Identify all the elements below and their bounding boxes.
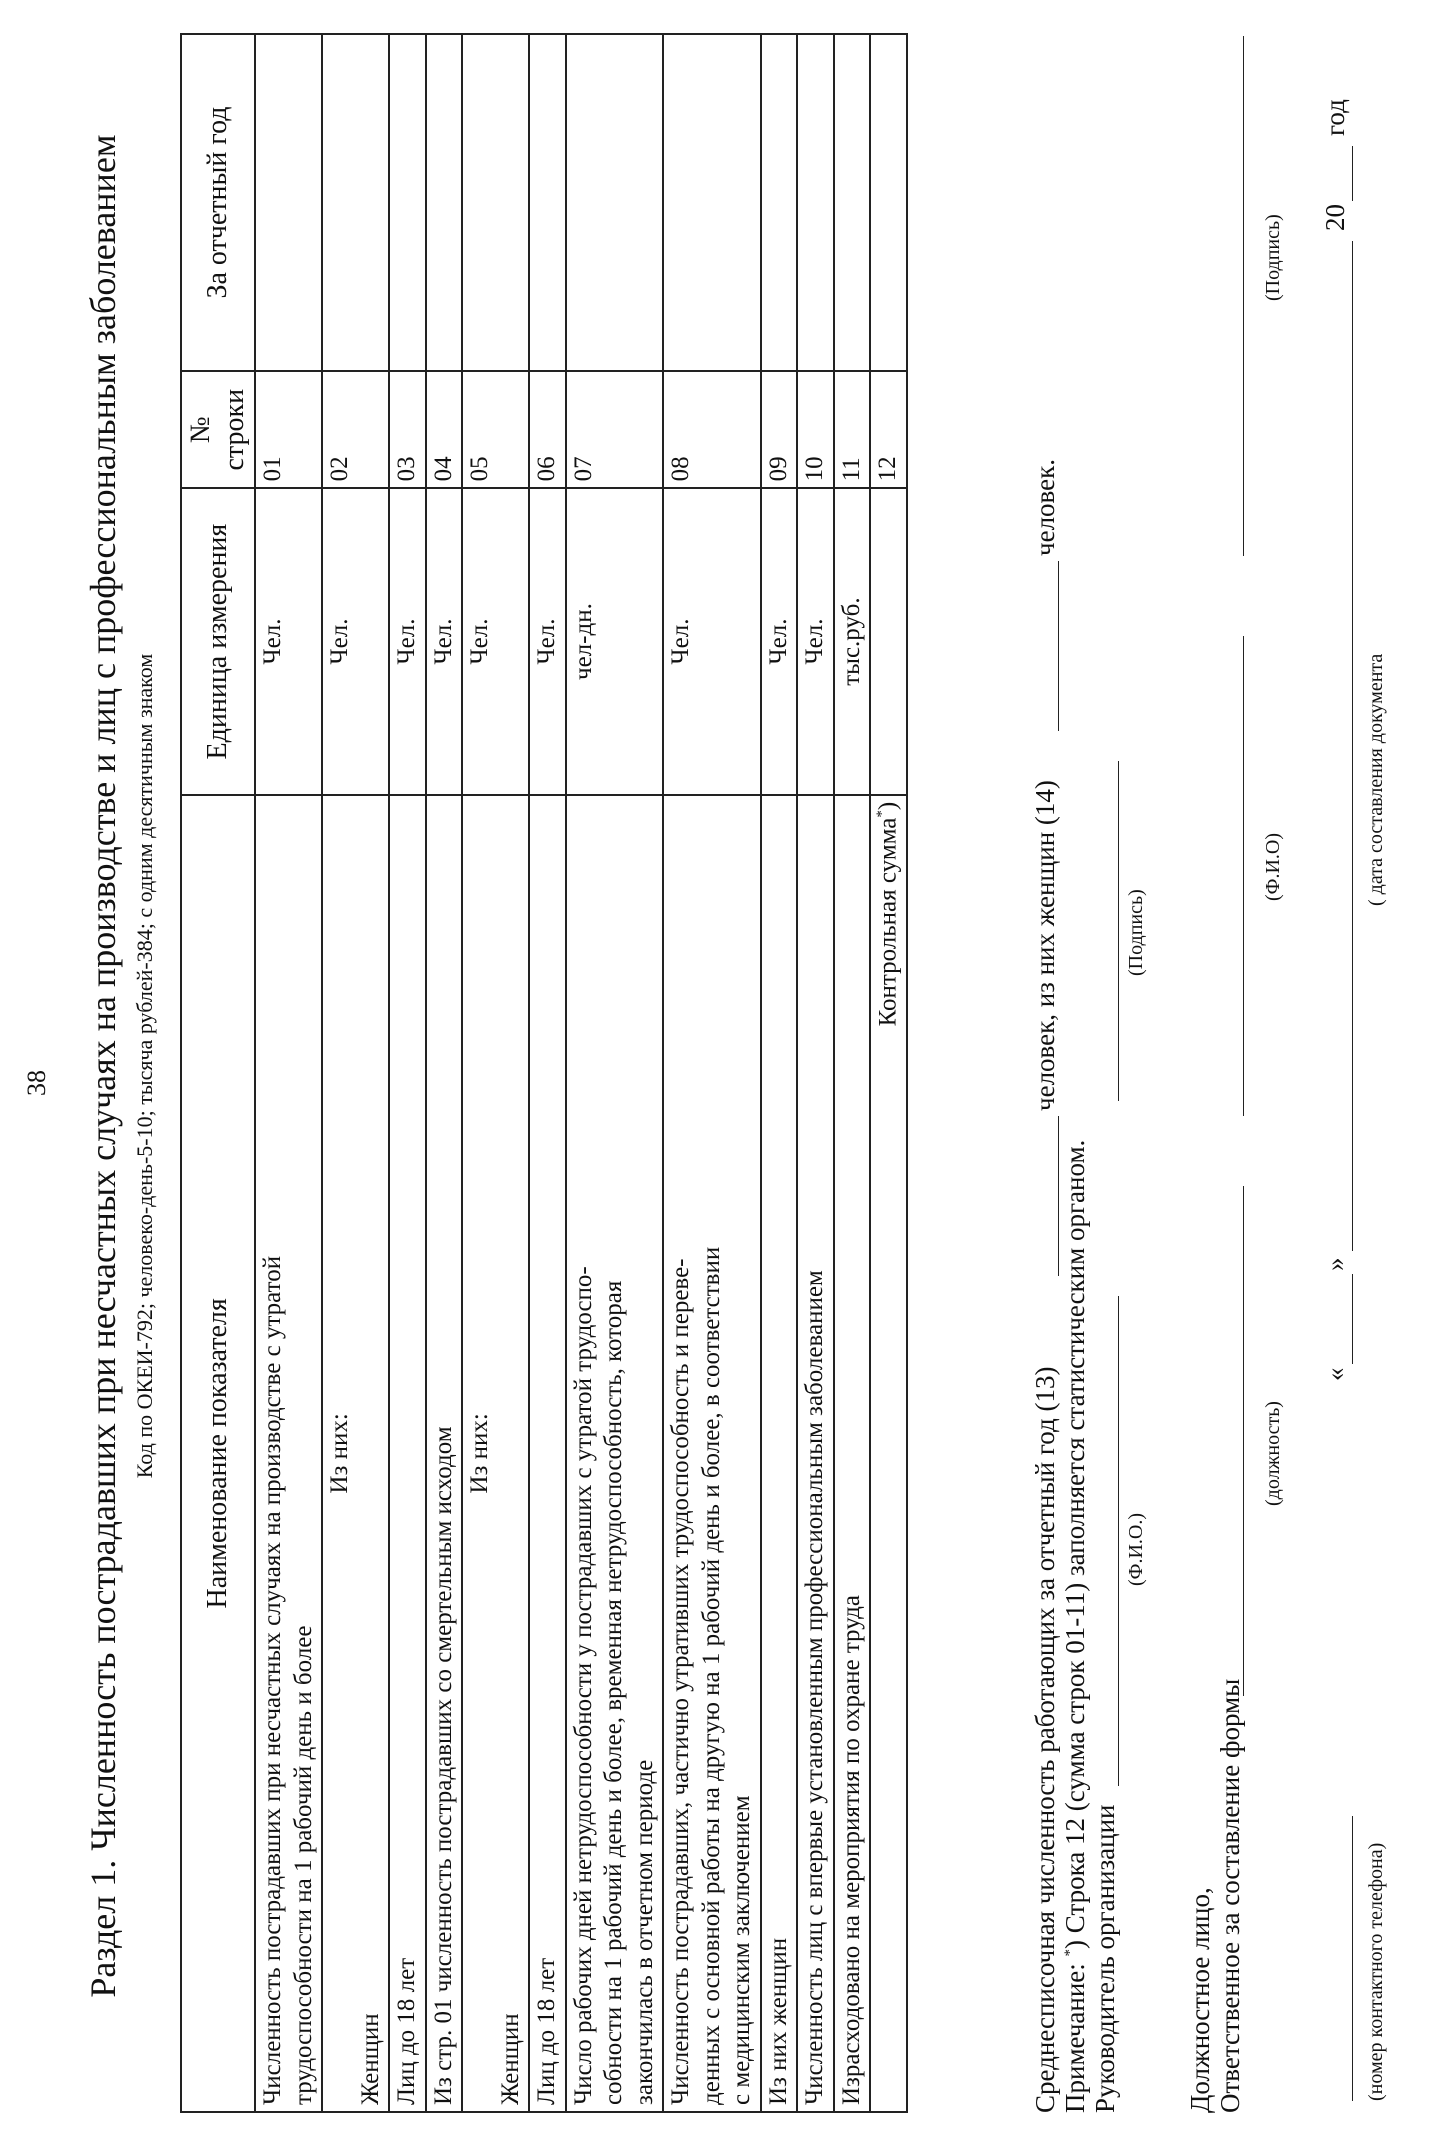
table-row: [322, 34, 389, 2112]
row-unit: чел-дн.: [566, 488, 664, 794]
row-value-cell[interactable]: [566, 34, 664, 371]
row-unit: Чел.: [462, 488, 529, 794]
header-row-number-symbol: №: [185, 416, 216, 444]
row-value-cell[interactable]: [529, 34, 566, 371]
table-row-control-sum: [870, 34, 907, 2112]
row-name-line: с медицинским заключением: [728, 1795, 756, 2105]
header-name: Наименование показателя: [181, 795, 255, 2112]
row-name: [255, 795, 322, 2112]
row-name: [663, 795, 761, 2112]
indicators-table: [180, 33, 908, 2113]
head-label: Руководитель организации: [1090, 1804, 1120, 2113]
header-row-number: [181, 371, 255, 488]
official-signature-caption: (Подпись): [1262, 214, 1284, 301]
row-number: 06: [529, 371, 566, 488]
head-signature-caption: (Подпись): [1125, 889, 1147, 976]
avg-headcount-line: [1030, 1367, 1061, 2113]
avg-headcount-field[interactable]: [1058, 1116, 1059, 1276]
section-title: Раздел 1. Численность пострадавших при несчастных случаях на производстве и лиц с профессиональным заболеванием: [83, 134, 123, 1998]
phone-caption: (номер контактного телефона): [1365, 1842, 1387, 2101]
row-value-cell[interactable]: [462, 34, 529, 371]
table-row: [426, 34, 463, 2112]
row-value-cell[interactable]: [870, 34, 907, 371]
date-close-quote: »: [1320, 1257, 1350, 1271]
row-number: 10: [797, 371, 834, 488]
year-suffix: год: [1320, 99, 1350, 136]
row-name-line: денных с основной работы на другую на 1 рабочий день и более, в соответствии: [697, 1246, 725, 2105]
row-name-line: Женщин: [356, 2013, 384, 2105]
avg-headcount-prefix: Среднесписочная численность работающих за отчетный год (13): [1030, 1366, 1060, 2113]
official-line-2: Ответственное за составление формы: [1215, 1678, 1245, 2113]
row-number: 04: [426, 371, 463, 488]
table-row: [255, 34, 322, 2112]
row-number: 05: [462, 371, 529, 488]
row-name: [566, 795, 664, 2112]
row-name: Из них женщин: [761, 795, 798, 2112]
row-unit: Чел.: [663, 488, 761, 794]
note-prefix: Примечание:: [1060, 1963, 1090, 2113]
header-row-number-word: строки: [219, 388, 251, 471]
row-name: [322, 795, 389, 2112]
avg-headcount-mid: человек, из них женщин (14): [1030, 780, 1060, 1111]
row-unit: Чел.: [761, 488, 798, 794]
row-subheading: Из них:: [466, 1413, 494, 1494]
official-signature-field[interactable]: [1243, 36, 1244, 556]
row-name: [462, 795, 529, 2112]
row-unit: Чел.: [389, 488, 426, 794]
official-fio-field[interactable]: [1243, 636, 1244, 1116]
row-number: 08: [663, 371, 761, 488]
row-number: 09: [761, 371, 798, 488]
row-value-cell[interactable]: [255, 34, 322, 371]
table-row: [834, 34, 871, 2112]
date-day-field[interactable]: [1352, 1274, 1353, 1364]
row-value-cell[interactable]: [834, 34, 871, 371]
row-name: Израсходовано на мероприятия по охране труда: [834, 795, 871, 2112]
phone-field[interactable]: [1352, 1816, 1353, 2101]
row-value-cell[interactable]: [761, 34, 798, 371]
table-header-row: [181, 34, 255, 2112]
row-name: Лиц до 18 лет: [529, 795, 566, 2112]
head-fio-field[interactable]: [1118, 1296, 1119, 1786]
row-name-line: Численность пострадавших, частично утративших трудоспособность и переве-: [667, 1258, 695, 2105]
date-open-quote: «: [1320, 1367, 1350, 1381]
row-name-line: закончилась в отчетном периоде: [630, 1759, 658, 2105]
row-number: 01: [255, 371, 322, 488]
row-number: 11: [834, 371, 871, 488]
row-value-cell[interactable]: [663, 34, 761, 371]
header-unit: Единица измерения: [181, 488, 255, 794]
official-fio-caption: (Ф.И.О): [1262, 832, 1284, 901]
control-sum-star: *: [874, 810, 891, 818]
note-star: *: [1062, 1948, 1078, 1957]
header-value: За отчетный год: [181, 34, 255, 371]
row-number: 03: [389, 371, 426, 488]
row-subheading: Из них:: [326, 1413, 354, 1494]
year-prefix: 20: [1320, 204, 1350, 231]
row-number: 07: [566, 371, 664, 488]
row-name-line: трудоспособности на 1 рабочий день и более: [289, 1625, 317, 2105]
table-row: [462, 34, 529, 2112]
row-number: 12: [870, 371, 907, 488]
table-row: [566, 34, 664, 2112]
control-sum-label: [870, 795, 907, 2112]
table-row: [663, 34, 761, 2112]
row-name-line: Число рабочих дней нетрудоспособности у пострадавших с утратой трудоспо-: [569, 1266, 597, 2105]
control-sum-paren: ): [874, 801, 902, 811]
row-unit: Чел.: [322, 488, 389, 794]
row-name-line: Женщин: [496, 2013, 524, 2105]
head-signature-field[interactable]: [1118, 761, 1119, 1101]
row-unit: Чел.: [529, 488, 566, 794]
table-row: [761, 34, 798, 2112]
row-number: 02: [322, 371, 389, 488]
table-row: [389, 34, 426, 2112]
position-caption: (должность): [1262, 1401, 1284, 1506]
year-field[interactable]: [1352, 146, 1353, 201]
women-headcount-field[interactable]: [1058, 561, 1059, 731]
row-name-line: собности на 1 рабочий день и более, временная нетрудоспособность, которая: [600, 1280, 628, 2105]
row-unit: тыс.руб.: [834, 488, 871, 794]
row-name-line: Численность пострадавших при несчастных случаях на производстве с утратой: [259, 1255, 287, 2105]
note-text: ) Строка 12 (сумма строк 01-11) заполняется статистическим органом.: [1060, 1139, 1090, 1949]
date-caption: ( дата составления документа: [1365, 653, 1387, 906]
control-sum-text: Контрольная сумма: [874, 817, 902, 1027]
row-name: Численность лиц с впервые установленным профессиональным заболеванием: [797, 795, 834, 2112]
note-line: [1060, 1140, 1091, 2113]
row-unit: Чел.: [255, 488, 322, 794]
page-number: 38: [22, 1070, 51, 1096]
row-value-cell[interactable]: [389, 34, 426, 371]
official-line-1: Должностное лицо,: [1185, 1887, 1215, 2113]
table-row: [529, 34, 566, 2112]
row-value-cell[interactable]: [797, 34, 834, 371]
table-row: [797, 34, 834, 2112]
row-value-cell[interactable]: [322, 34, 389, 371]
row-name: Из стр. 01 численность пострадавших со смертельным исходом: [426, 795, 463, 2112]
row-value-cell[interactable]: [426, 34, 463, 371]
position-field[interactable]: [1243, 1186, 1244, 1696]
row-unit: Чел.: [797, 488, 834, 794]
row-unit: Чел.: [426, 488, 463, 794]
head-fio-caption: (Ф.И.О.): [1125, 1512, 1147, 1586]
date-month-field[interactable]: [1352, 241, 1353, 1251]
row-name: Лиц до 18 лет: [389, 795, 426, 2112]
avg-headcount-suffix: человек.: [1030, 459, 1060, 556]
row-unit: [870, 488, 907, 794]
okei-code-line: Код по ОКЕИ-792; человеко-день-5-10; тысяча рублей-384; с одним десятичным знаком: [132, 653, 157, 1479]
